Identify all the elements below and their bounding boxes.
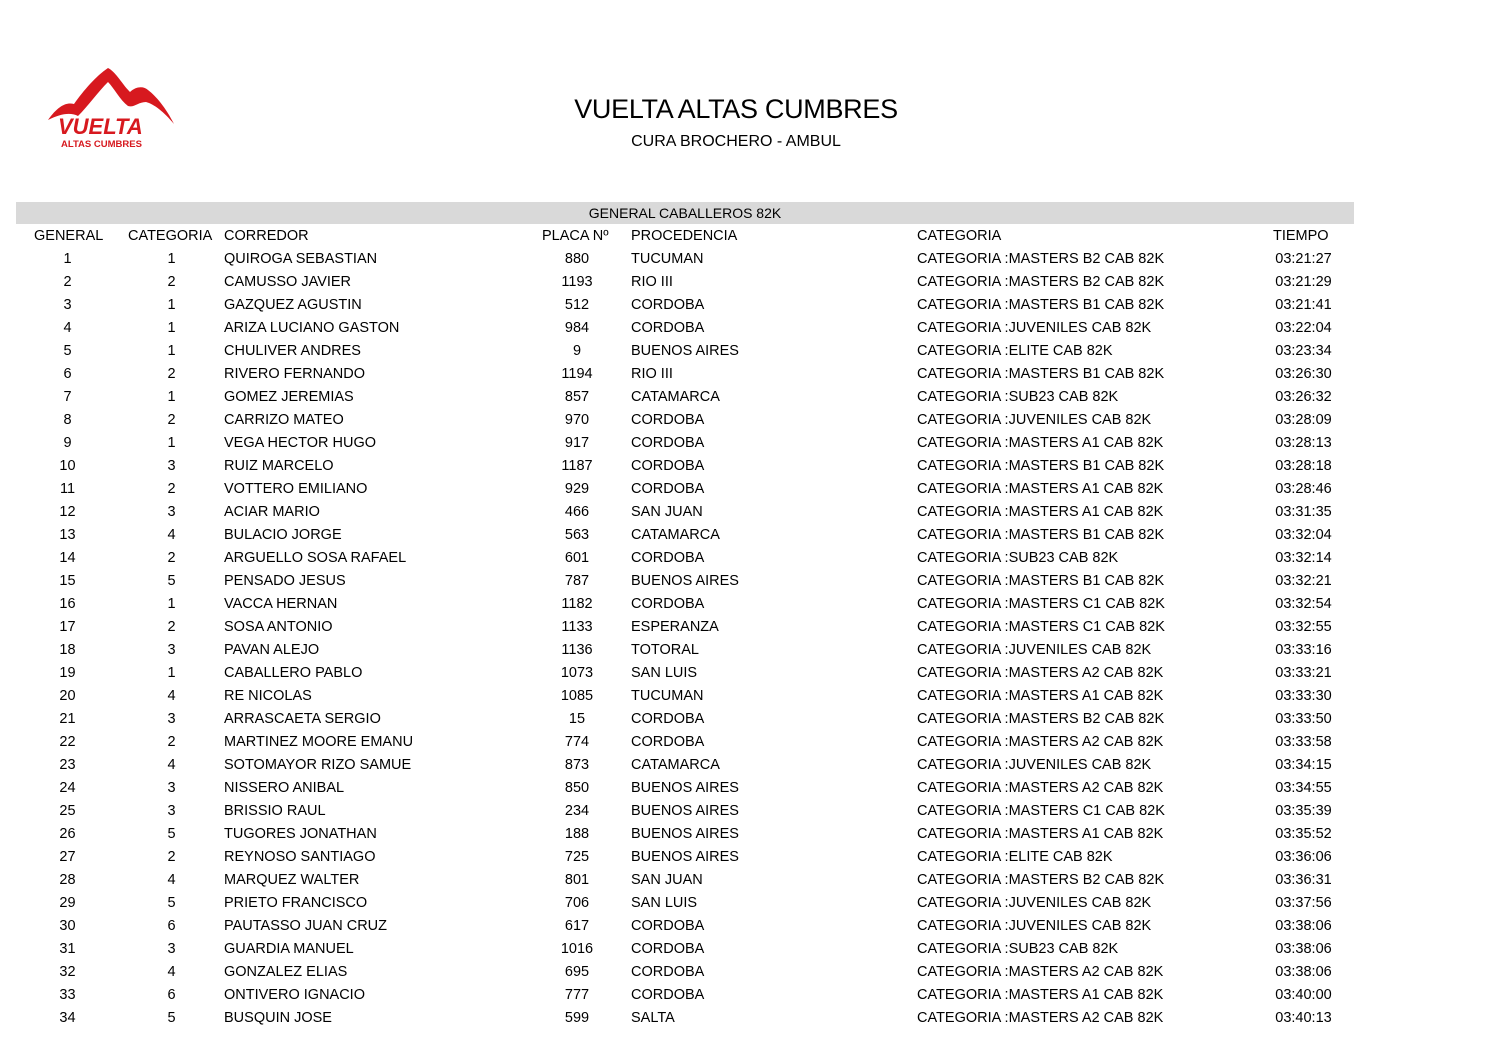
general-cell: 24 xyxy=(59,780,76,796)
general-cell: 6 xyxy=(63,366,72,382)
plate-number-cell: 512 xyxy=(564,297,590,313)
plate-number-cell: 1194 xyxy=(561,366,593,382)
runner-name-cell: SOTOMAYOR RIZO SAMUE xyxy=(224,757,412,773)
general-cell: 26 xyxy=(59,826,76,842)
runner-name-cell: ARGUELLO SOSA RAFAEL xyxy=(224,550,407,566)
general-cell: 29 xyxy=(59,895,76,911)
category-cell: CATEGORIA :SUB23 CAB 82K xyxy=(917,389,1119,405)
runner-name-cell: VEGA HECTOR HUGO xyxy=(224,435,377,451)
plate-number-cell: 695 xyxy=(564,964,590,980)
general-cell: 22 xyxy=(59,734,76,750)
time-cell: 03:21:41 xyxy=(1275,297,1332,313)
header-corredor: CORREDOR xyxy=(224,228,309,244)
category-cell: CATEGORIA :SUB23 CAB 82K xyxy=(917,941,1119,957)
table-row xyxy=(16,271,1354,294)
plate-number-cell: 880 xyxy=(564,251,590,267)
category-cell: CATEGORIA :MASTERS C1 CAB 82K xyxy=(917,596,1165,612)
category-position-cell: 2 xyxy=(167,619,176,635)
origin-cell: TUCUMAN xyxy=(631,688,704,704)
origin-cell: CORDOBA xyxy=(631,320,705,336)
logo-text-sub: ALTAS CUMBRES xyxy=(61,139,142,150)
origin-cell: CORDOBA xyxy=(631,987,705,1003)
general-cell: 16 xyxy=(59,596,76,612)
time-cell: 03:34:15 xyxy=(1275,757,1332,773)
time-cell: 03:36:31 xyxy=(1275,872,1332,888)
time-cell: 03:38:06 xyxy=(1275,964,1332,980)
plate-number-cell: 1187 xyxy=(561,458,593,474)
category-cell: CATEGORIA :MASTERS B1 CAB 82K xyxy=(917,297,1165,313)
general-cell: 2 xyxy=(63,274,72,290)
category-position-cell: 1 xyxy=(167,320,176,336)
category-cell: CATEGORIA :MASTERS A1 CAB 82K xyxy=(917,481,1164,497)
table-row xyxy=(16,478,1354,501)
time-cell: 03:32:04 xyxy=(1275,527,1332,543)
time-cell: 03:34:55 xyxy=(1275,780,1332,796)
table-row xyxy=(16,501,1354,524)
table-row xyxy=(16,846,1354,869)
table-row xyxy=(16,731,1354,754)
table-header-row xyxy=(16,225,1354,248)
plate-number-cell: 563 xyxy=(564,527,590,543)
category-cell: CATEGORIA :MASTERS A1 CAB 82K xyxy=(917,435,1164,451)
time-cell: 03:33:30 xyxy=(1275,688,1332,704)
runner-name-cell: ARRASCAETA SERGIO xyxy=(224,711,381,727)
general-cell: 15 xyxy=(59,573,76,589)
plate-number-cell: 466 xyxy=(564,504,590,520)
runner-name-cell: GAZQUEZ AGUSTIN xyxy=(224,297,362,313)
category-cell: CATEGORIA :MASTERS A1 CAB 82K xyxy=(917,826,1164,842)
page-subtitle: CURA BROCHERO - AMBUL xyxy=(631,133,841,150)
category-position-cell: 5 xyxy=(167,573,176,589)
time-cell: 03:28:18 xyxy=(1275,458,1332,474)
category-cell: CATEGORIA :MASTERS A2 CAB 82K xyxy=(917,734,1164,750)
origin-cell: BUENOS AIRES xyxy=(631,573,739,589)
category-position-cell: 1 xyxy=(167,343,176,359)
time-cell: 03:22:04 xyxy=(1275,320,1332,336)
time-cell: 03:31:35 xyxy=(1275,504,1332,520)
plate-number-cell: 1182 xyxy=(561,596,593,612)
category-cell: CATEGORIA :JUVENILES CAB 82K xyxy=(917,642,1152,658)
origin-cell: TUCUMAN xyxy=(631,251,704,267)
plate-number-cell: 1136 xyxy=(561,642,593,658)
runner-name-cell: QUIROGA SEBASTIAN xyxy=(224,251,378,267)
category-position-cell: 2 xyxy=(167,849,176,865)
category-position-cell: 1 xyxy=(167,297,176,313)
general-cell: 17 xyxy=(59,619,76,635)
plate-number-cell: 970 xyxy=(564,412,590,428)
time-cell: 03:32:21 xyxy=(1275,573,1332,589)
table-row xyxy=(16,685,1354,708)
origin-cell: BUENOS AIRES xyxy=(631,803,739,819)
plate-number-cell: 234 xyxy=(564,803,590,819)
category-cell: CATEGORIA :ELITE CAB 82K xyxy=(917,849,1113,865)
time-cell: 03:32:14 xyxy=(1275,550,1332,566)
general-cell: 32 xyxy=(59,964,76,980)
runner-name-cell: CABALLERO PABLO xyxy=(224,665,363,681)
general-cell: 10 xyxy=(59,458,76,474)
time-cell: 03:23:34 xyxy=(1275,343,1332,359)
runner-name-cell: VACCA HERNAN xyxy=(224,596,338,612)
runner-name-cell: PENSADO JESUS xyxy=(224,573,346,589)
table-row xyxy=(16,248,1354,271)
category-position-cell: 2 xyxy=(167,274,176,290)
table-row xyxy=(16,777,1354,800)
general-cell: 20 xyxy=(59,688,76,704)
category-position-cell: 3 xyxy=(167,780,176,796)
general-cell: 28 xyxy=(59,872,76,888)
category-position-cell: 3 xyxy=(167,458,176,474)
category-cell: CATEGORIA :MASTERS A2 CAB 82K xyxy=(917,665,1164,681)
general-cell: 30 xyxy=(59,918,76,934)
category-position-cell: 1 xyxy=(167,251,176,267)
category-cell: CATEGORIA :MASTERS B2 CAB 82K xyxy=(917,274,1165,290)
plate-number-cell: 188 xyxy=(564,826,590,842)
plate-number-cell: 1073 xyxy=(560,665,594,681)
category-cell: CATEGORIA :MASTERS B2 CAB 82K xyxy=(917,872,1165,888)
origin-cell: SAN LUIS xyxy=(631,895,698,911)
origin-cell: SAN LUIS xyxy=(631,665,698,681)
plate-number-cell: 599 xyxy=(564,1010,590,1026)
general-cell: 34 xyxy=(59,1010,76,1026)
plate-number-cell: 929 xyxy=(564,481,590,497)
origin-cell: BUENOS AIRES xyxy=(631,849,739,865)
time-cell: 03:28:09 xyxy=(1275,412,1332,428)
time-cell: 03:36:06 xyxy=(1275,849,1332,865)
category-cell: CATEGORIA :JUVENILES CAB 82K xyxy=(917,757,1152,773)
table-row xyxy=(16,294,1354,317)
table-row xyxy=(16,455,1354,478)
origin-cell: SAN JUAN xyxy=(631,504,703,520)
category-position-cell: 3 xyxy=(167,803,176,819)
runner-name-cell: REYNOSO SANTIAGO xyxy=(224,849,376,865)
origin-cell: CORDOBA xyxy=(631,596,705,612)
category-position-cell: 3 xyxy=(167,711,176,727)
table-row xyxy=(16,961,1354,984)
plate-number-cell: 787 xyxy=(564,573,590,589)
plate-number-cell: 1085 xyxy=(560,688,594,704)
runner-name-cell: NISSERO ANIBAL xyxy=(224,780,345,796)
origin-cell: TOTORAL xyxy=(631,642,699,658)
results-table xyxy=(16,225,1354,1030)
plate-number-cell: 601 xyxy=(564,550,590,566)
origin-cell: CATAMARCA xyxy=(631,389,720,405)
general-cell: 21 xyxy=(59,711,76,727)
plate-number-cell: 917 xyxy=(564,435,590,451)
category-cell: CATEGORIA :MASTERS C1 CAB 82K xyxy=(917,619,1165,635)
category-position-cell: 6 xyxy=(167,918,176,934)
category-position-cell: 4 xyxy=(167,964,176,980)
origin-cell: CORDOBA xyxy=(631,481,705,497)
table-row xyxy=(16,524,1354,547)
category-position-cell: 5 xyxy=(167,895,176,911)
runner-name-cell: RUIZ MARCELO xyxy=(224,458,334,474)
table-row xyxy=(16,823,1354,846)
header-categoria: CATEGORIA xyxy=(917,228,1002,244)
category-cell: CATEGORIA :MASTERS B1 CAB 82K xyxy=(917,366,1165,382)
table-row xyxy=(16,570,1354,593)
category-position-cell: 2 xyxy=(167,734,176,750)
general-cell: 7 xyxy=(63,389,72,405)
origin-cell: CORDOBA xyxy=(631,297,705,313)
runner-name-cell: CHULIVER ANDRES xyxy=(224,343,361,359)
runner-name-cell: RE NICOLAS xyxy=(224,688,312,704)
time-cell: 03:32:54 xyxy=(1275,596,1332,612)
general-cell: 31 xyxy=(59,941,76,957)
origin-cell: CATAMARCA xyxy=(631,527,720,543)
plate-number-cell: 1016 xyxy=(560,941,594,957)
category-position-cell: 2 xyxy=(167,481,176,497)
runner-name-cell: BULACIO JORGE xyxy=(224,527,342,543)
table-row xyxy=(16,800,1354,823)
table-row xyxy=(16,432,1354,455)
origin-cell: SALTA xyxy=(631,1010,675,1026)
runner-name-cell: ACIAR MARIO xyxy=(224,504,320,520)
category-position-cell: 4 xyxy=(167,757,176,773)
category-cell: CATEGORIA :JUVENILES CAB 82K xyxy=(917,918,1152,934)
runner-name-cell: PAUTASSO JUAN CRUZ xyxy=(224,918,388,934)
origin-cell: RIO III xyxy=(631,366,673,382)
time-cell: 03:32:55 xyxy=(1275,619,1332,635)
general-cell: 18 xyxy=(59,642,76,658)
origin-cell: CORDOBA xyxy=(631,734,705,750)
general-cell: 8 xyxy=(63,412,72,428)
category-cell: CATEGORIA :MASTERS B2 CAB 82K xyxy=(917,251,1165,267)
table-row xyxy=(16,754,1354,777)
runner-name-cell: ARIZA LUCIANO GASTON xyxy=(224,320,400,336)
plate-number-cell: 777 xyxy=(564,987,590,1003)
table-body xyxy=(16,248,1354,1030)
header-general: GENERAL xyxy=(34,228,104,244)
plate-number-cell: 1133 xyxy=(561,619,593,635)
category-position-cell: 1 xyxy=(167,665,176,681)
general-cell: 12 xyxy=(59,504,76,520)
plate-number-cell: 774 xyxy=(564,734,590,750)
table-row xyxy=(16,547,1354,570)
category-cell: CATEGORIA :MASTERS C1 CAB 82K xyxy=(917,803,1165,819)
origin-cell: SAN JUAN xyxy=(631,872,703,888)
category-cell: CATEGORIA :MASTERS A1 CAB 82K xyxy=(917,504,1164,520)
table-row xyxy=(16,708,1354,731)
origin-cell: CORDOBA xyxy=(631,458,705,474)
origin-cell: CORDOBA xyxy=(631,941,705,957)
plate-number-cell: 617 xyxy=(564,918,590,934)
general-cell: 3 xyxy=(63,297,72,313)
general-cell: 9 xyxy=(63,435,72,451)
header-placa: PLACA Nº xyxy=(542,228,609,244)
plate-number-cell: 873 xyxy=(564,757,590,773)
runner-name-cell: VOTTERO EMILIANO xyxy=(224,481,368,497)
plate-number-cell: 1193 xyxy=(561,274,593,290)
time-cell: 03:21:27 xyxy=(1275,251,1332,267)
time-cell: 03:28:13 xyxy=(1275,435,1332,451)
origin-cell: CORDOBA xyxy=(631,918,705,934)
runner-name-cell: PRIETO FRANCISCO xyxy=(224,895,368,911)
time-cell: 03:33:50 xyxy=(1275,711,1332,727)
runner-name-cell: MARTINEZ MOORE EMANU xyxy=(224,734,414,750)
table-row xyxy=(16,616,1354,639)
category-position-cell: 1 xyxy=(167,435,176,451)
origin-cell: CORDOBA xyxy=(631,964,705,980)
runner-name-cell: CARRIZO MATEO xyxy=(224,412,344,428)
origin-cell: RIO III xyxy=(631,274,673,290)
table-row xyxy=(16,340,1354,363)
plate-number-cell: 857 xyxy=(564,389,590,405)
general-cell: 1 xyxy=(63,251,72,267)
category-position-cell: 4 xyxy=(167,527,176,543)
time-cell: 03:37:56 xyxy=(1275,895,1332,911)
runner-name-cell: GONZALEZ ELIAS xyxy=(224,964,348,980)
general-cell: 27 xyxy=(59,849,76,865)
origin-cell: CORDOBA xyxy=(631,711,705,727)
time-cell: 03:35:39 xyxy=(1275,803,1332,819)
runner-name-cell: MARQUEZ WALTER xyxy=(224,872,360,888)
origin-cell: CATAMARCA xyxy=(631,757,720,773)
category-position-cell: 5 xyxy=(167,826,176,842)
time-cell: 03:33:58 xyxy=(1275,734,1332,750)
category-position-cell: 6 xyxy=(167,987,176,1003)
time-cell: 03:21:29 xyxy=(1275,274,1332,290)
time-cell: 03:26:32 xyxy=(1275,389,1332,405)
general-cell: 14 xyxy=(59,550,76,566)
category-position-cell: 4 xyxy=(167,688,176,704)
category-position-cell: 2 xyxy=(167,366,176,382)
origin-cell: BUENOS AIRES xyxy=(631,826,739,842)
plate-number-cell: 725 xyxy=(564,849,590,865)
runner-name-cell: BUSQUIN JOSE xyxy=(224,1010,332,1026)
general-cell: 23 xyxy=(59,757,76,773)
category-position-cell: 5 xyxy=(167,1010,176,1026)
runner-name-cell: SOSA ANTONIO xyxy=(224,619,333,635)
time-cell: 03:33:21 xyxy=(1275,665,1332,681)
category-position-cell: 2 xyxy=(167,412,176,428)
category-position-cell: 3 xyxy=(167,504,176,520)
category-cell: CATEGORIA :MASTERS A2 CAB 82K xyxy=(917,780,1164,796)
general-cell: 19 xyxy=(59,665,76,681)
origin-cell: CORDOBA xyxy=(631,412,705,428)
header-categoria-pos: CATEGORIA xyxy=(128,228,213,244)
origin-cell: ESPERANZA xyxy=(631,619,719,635)
header-procedencia: PROCEDENCIA xyxy=(631,228,738,244)
category-cell: CATEGORIA :MASTERS A1 CAB 82K xyxy=(917,987,1164,1003)
category-cell: CATEGORIA :MASTERS B1 CAB 82K xyxy=(917,458,1165,474)
category-cell: CATEGORIA :JUVENILES CAB 82K xyxy=(917,320,1152,336)
general-cell: 13 xyxy=(59,527,76,543)
plate-number-cell: 850 xyxy=(564,780,590,796)
header-tiempo: TIEMPO xyxy=(1273,228,1329,244)
table-row xyxy=(16,317,1354,340)
runner-name-cell: GOMEZ JEREMIAS xyxy=(224,389,354,405)
plate-number-cell: 15 xyxy=(568,711,586,727)
runner-name-cell: RIVERO FERNANDO xyxy=(224,366,365,382)
plate-number-cell: 9 xyxy=(572,343,582,359)
category-position-cell: 3 xyxy=(167,642,176,658)
category-cell: CATEGORIA :MASTERS A2 CAB 82K xyxy=(917,964,1164,980)
runner-name-cell: TUGORES JONATHAN xyxy=(224,826,377,842)
runner-name-cell: PAVAN ALEJO xyxy=(224,642,320,658)
category-position-cell: 2 xyxy=(167,550,176,566)
time-cell: 03:38:06 xyxy=(1275,941,1332,957)
table-row xyxy=(16,386,1354,409)
time-cell: 03:33:16 xyxy=(1275,642,1332,658)
general-cell: 4 xyxy=(63,320,72,336)
table-row xyxy=(16,593,1354,616)
section-title-bar: GENERAL CABALLEROS 82K xyxy=(16,202,1354,224)
time-cell: 03:40:00 xyxy=(1275,987,1332,1003)
plate-number-cell: 984 xyxy=(564,320,590,336)
general-cell: 11 xyxy=(59,481,76,497)
category-position-cell: 1 xyxy=(167,389,176,405)
table-row xyxy=(16,915,1354,938)
table-row xyxy=(16,639,1354,662)
page-title: VUELTA ALTAS CUMBRES xyxy=(574,94,898,124)
table-row xyxy=(16,869,1354,892)
runner-name-cell: ONTIVERO IGNACIO xyxy=(224,987,365,1003)
category-position-cell: 4 xyxy=(167,872,176,888)
category-cell: CATEGORIA :MASTERS B1 CAB 82K xyxy=(917,527,1165,543)
table-row xyxy=(16,409,1354,432)
category-cell: CATEGORIA :MASTERS A1 CAB 82K xyxy=(917,688,1164,704)
category-cell: CATEGORIA :ELITE CAB 82K xyxy=(917,343,1113,359)
table-row xyxy=(16,984,1354,1007)
category-cell: CATEGORIA :JUVENILES CAB 82K xyxy=(917,895,1152,911)
runner-name-cell: CAMUSSO JAVIER xyxy=(224,274,352,290)
runner-name-cell: GUARDIA MANUEL xyxy=(224,941,354,957)
time-cell: 03:35:52 xyxy=(1275,826,1332,842)
origin-cell: BUENOS AIRES xyxy=(631,343,739,359)
general-cell: 5 xyxy=(63,343,72,359)
general-cell: 25 xyxy=(59,803,76,819)
time-cell: 03:26:30 xyxy=(1275,366,1332,382)
origin-cell: BUENOS AIRES xyxy=(631,780,739,796)
category-position-cell: 1 xyxy=(167,596,176,612)
runner-name-cell: BRISSIO RAUL xyxy=(224,803,326,819)
general-cell: 33 xyxy=(59,987,76,1003)
category-position-cell: 3 xyxy=(167,941,176,957)
table-row xyxy=(16,1007,1354,1030)
category-cell: CATEGORIA :MASTERS B1 CAB 82K xyxy=(917,573,1165,589)
origin-cell: CORDOBA xyxy=(631,435,705,451)
category-cell: CATEGORIA :SUB23 CAB 82K xyxy=(917,550,1119,566)
table-row xyxy=(16,363,1354,386)
origin-cell: CORDOBA xyxy=(631,550,705,566)
table-row xyxy=(16,938,1354,961)
plate-number-cell: 706 xyxy=(564,895,590,911)
time-cell: 03:40:13 xyxy=(1275,1010,1332,1026)
category-cell: CATEGORIA :MASTERS B2 CAB 82K xyxy=(917,711,1165,727)
category-cell: CATEGORIA :MASTERS A2 CAB 82K xyxy=(917,1010,1164,1026)
logo-text-main: VUELTA xyxy=(58,114,143,139)
time-cell: 03:28:46 xyxy=(1275,481,1332,497)
category-cell: CATEGORIA :JUVENILES CAB 82K xyxy=(917,412,1152,428)
table-row xyxy=(16,892,1354,915)
time-cell: 03:38:06 xyxy=(1275,918,1332,934)
table-row xyxy=(16,662,1354,685)
plate-number-cell: 801 xyxy=(564,872,590,888)
